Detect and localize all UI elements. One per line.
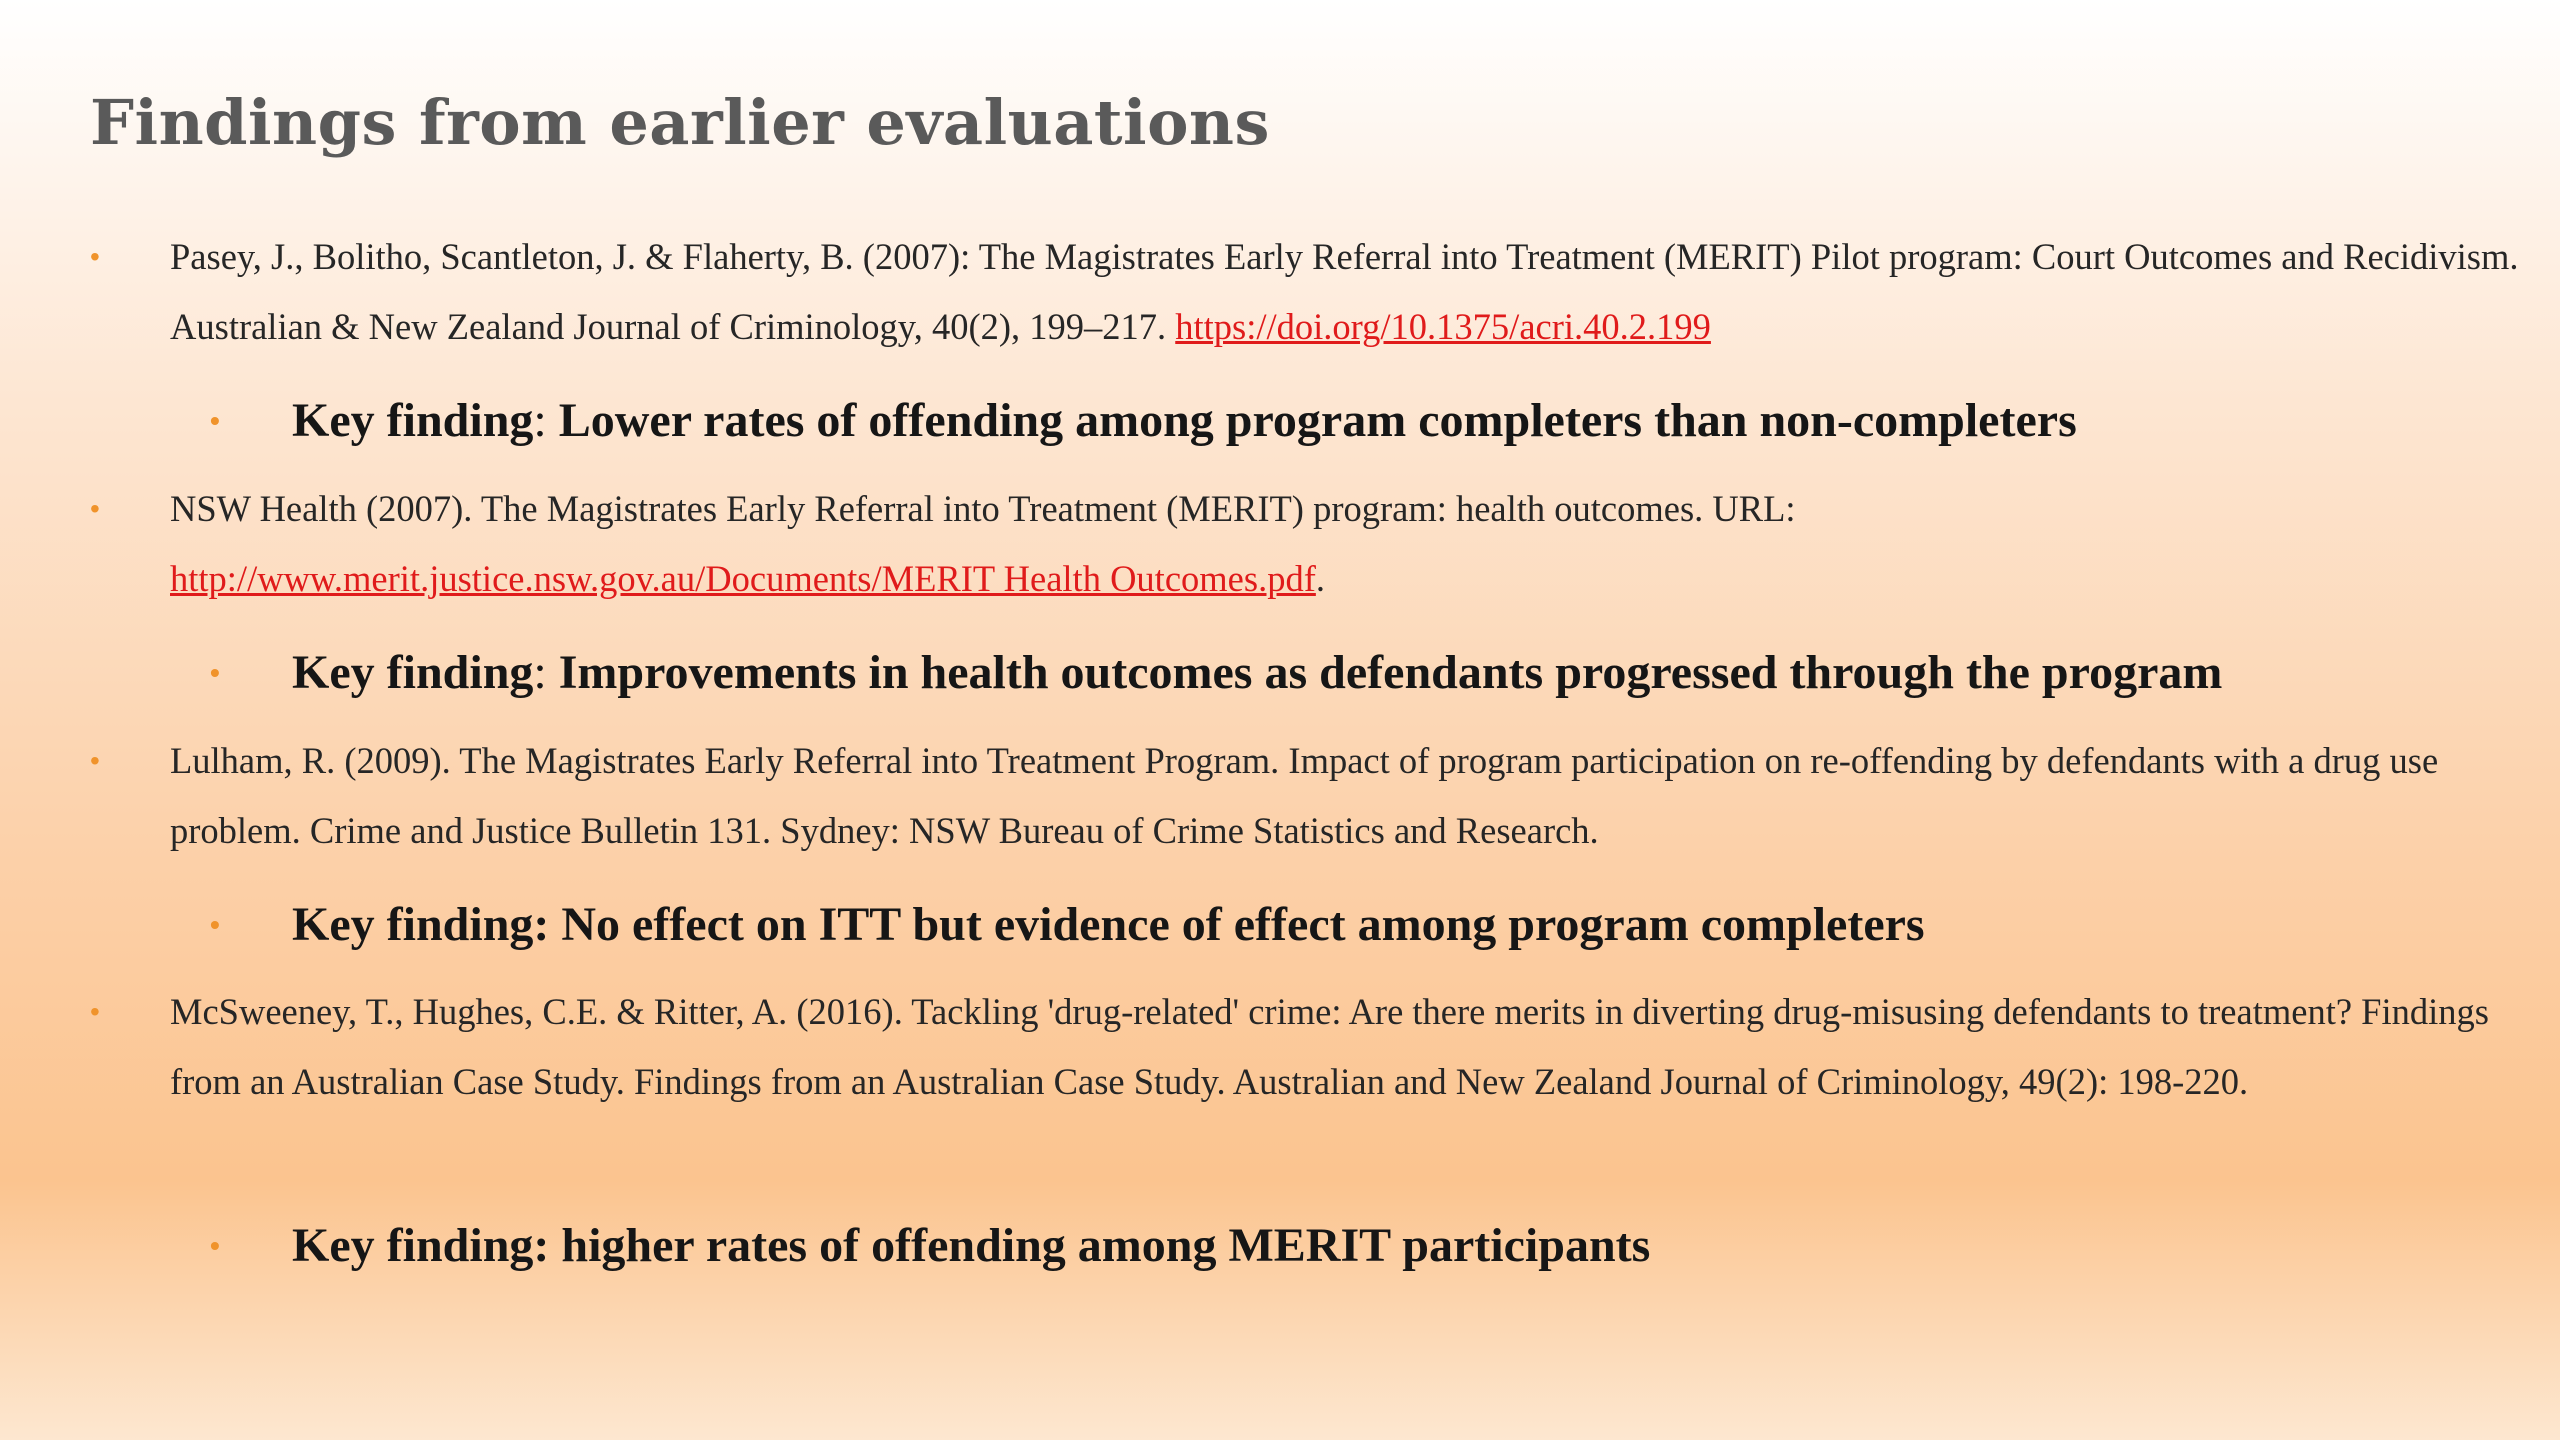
reference-item-mcsweeney bbox=[90, 977, 2490, 1117]
key-finding-label: Key finding bbox=[292, 394, 534, 447]
bullet-icon: • bbox=[210, 1230, 220, 1261]
reference-link-doi[interactable]: https://doi.org/10.1375/acri.40.2.199 bbox=[1175, 306, 1711, 347]
key-finding-separator: : bbox=[533, 394, 559, 447]
reference-text: McSweeney, T., Hughes, C.E. & Ritter, A. (2016). Tackling 'drug-related' crime: Are there merits in diverting drug-misusing defendants to treatment? Findings from an Australian Case Study. Findings from an Australian Case Study. Australian and New Zealand Journal of Criminology, 49(2): 198-220. bbox=[170, 991, 2489, 1102]
key-finding-text bbox=[292, 646, 2222, 699]
reference-text: Lulham, R. (2009). The Magistrates Early Referral into Treatment Program. Impact of program participation on re-offending by defendants with a drug use problem. Crime and Justice Bulletin 131. Sydney: NSW Bureau of Crime Statistics and Research. bbox=[170, 740, 2439, 851]
reference-item-lulham bbox=[90, 726, 2490, 866]
key-finding-body: Lower rates of offending among program completers than non-completers bbox=[558, 394, 2077, 447]
reference-citation: NSW Health (2007). The Magistrates Early Referral into Treatment (MERIT) program: health outcomes. URL: bbox=[170, 488, 1796, 529]
key-finding-text: Key finding: higher rates of offending among MERIT participants bbox=[292, 1219, 1651, 1272]
key-finding-1 bbox=[210, 386, 2510, 456]
bullet-icon: • bbox=[90, 493, 100, 524]
slide-title: Findings from earlier evaluations bbox=[90, 86, 1270, 159]
key-finding-label: Key finding bbox=[292, 646, 534, 699]
key-finding-text bbox=[292, 394, 2077, 447]
bullet-icon: • bbox=[210, 909, 220, 940]
bullet-icon: • bbox=[210, 405, 220, 436]
bullet-icon: • bbox=[210, 657, 220, 688]
reference-link-url[interactable]: http://www.merit.justice.nsw.gov.au/Documents/MERIT Health Outcomes.pdf bbox=[170, 558, 1316, 599]
bullet-icon: • bbox=[90, 241, 100, 272]
key-finding-separator: : bbox=[533, 646, 559, 699]
key-finding-4 bbox=[210, 1211, 2510, 1281]
key-finding-2 bbox=[210, 638, 2510, 708]
bullet-icon: • bbox=[90, 745, 100, 776]
reference-item-nsw-health bbox=[90, 474, 2490, 614]
reference-item-pasey bbox=[90, 222, 2519, 362]
key-finding-3 bbox=[210, 890, 2510, 960]
reference-citation: Pasey, J., Bolitho, Scantleton, J. & Flaherty, B. (2007): The Magistrates Early Referral into Treatment (MERIT) Pilot program: Court Outcomes and Recidivism. Australian & New Zealand Journal of Criminology, 40(2), 199–217. bbox=[170, 236, 2519, 347]
key-finding-text: Key finding: No effect on ITT but evidence of effect among program completers bbox=[292, 898, 1925, 951]
reference-text bbox=[170, 474, 2550, 614]
key-finding-body: Improvements in health outcomes as defendants progressed through the program bbox=[558, 646, 2223, 699]
bullet-icon: • bbox=[90, 996, 100, 1027]
reference-text bbox=[170, 222, 2550, 362]
reference-trailing: . bbox=[1315, 558, 1325, 599]
